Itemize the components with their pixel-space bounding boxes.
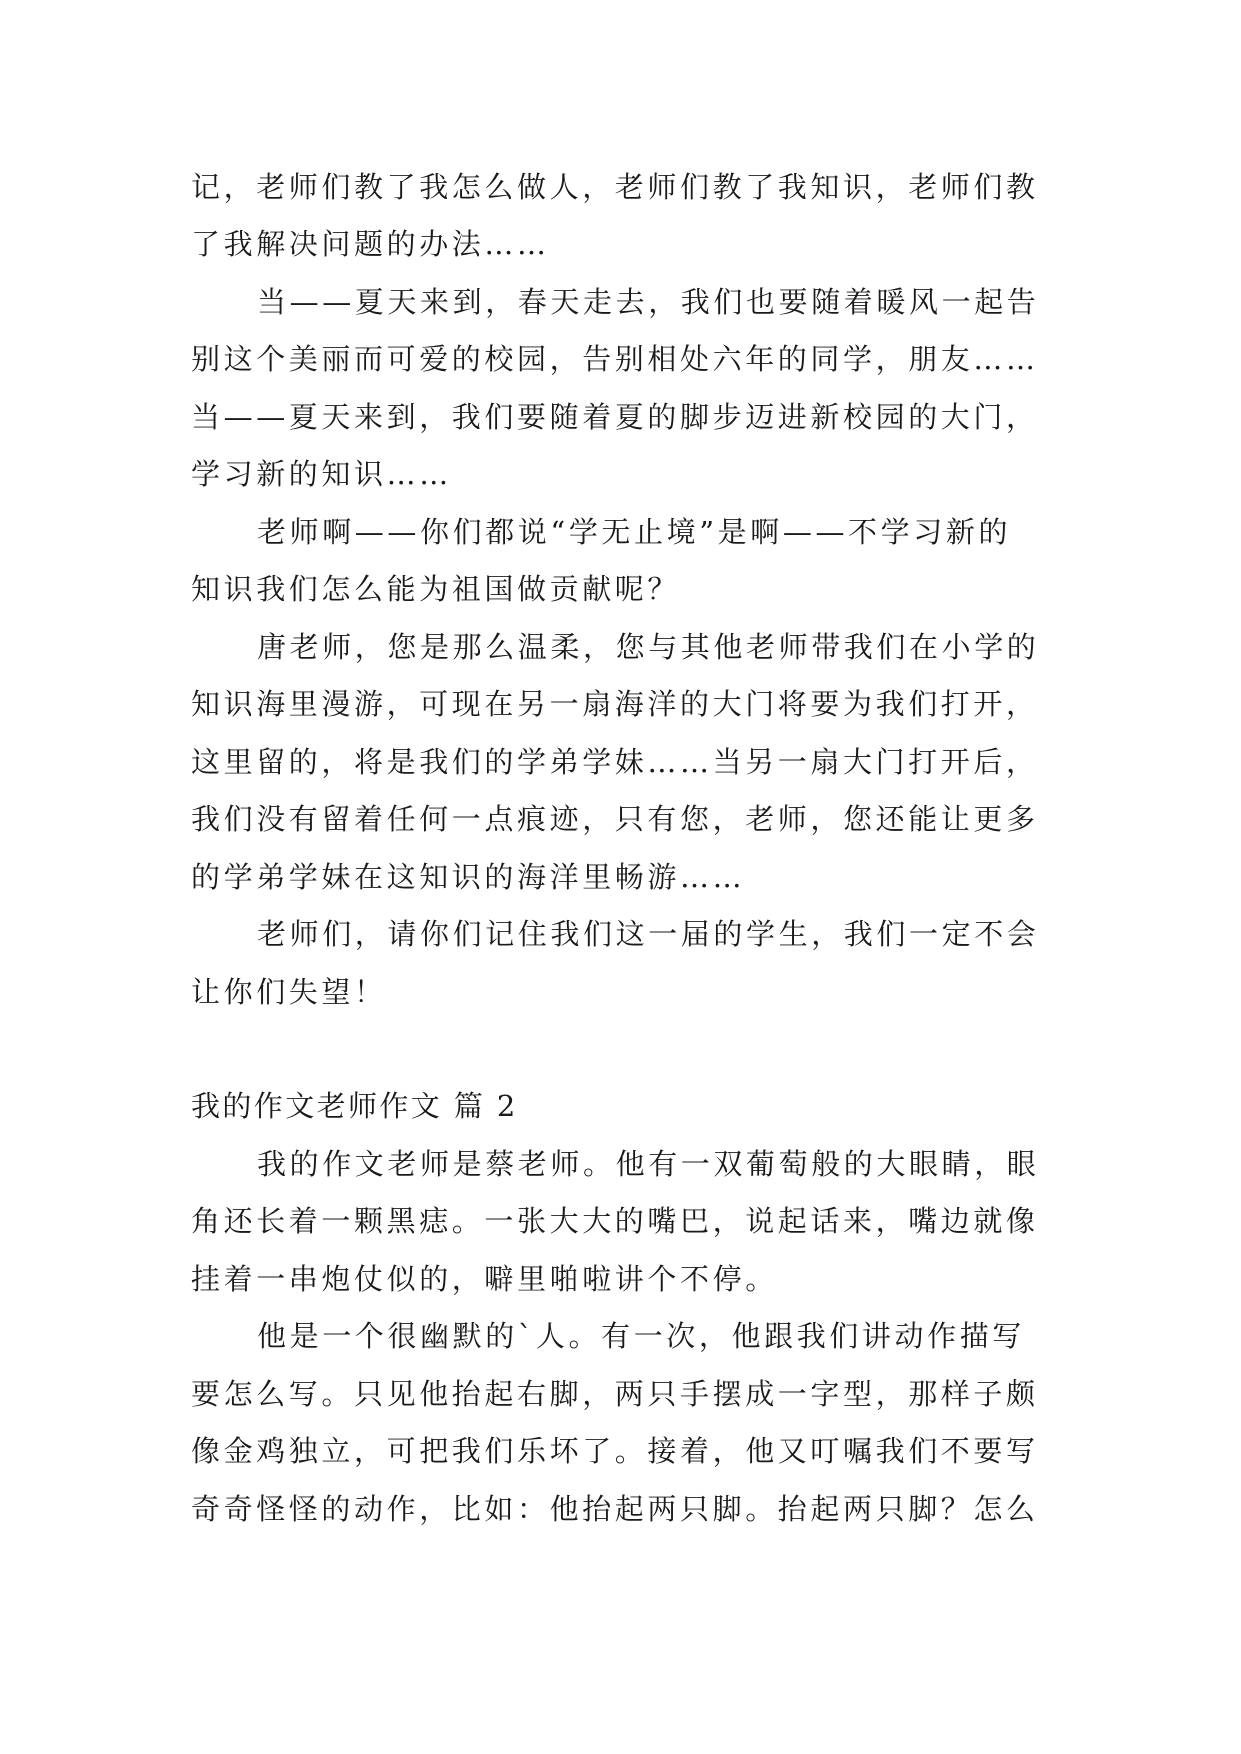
text-line: 要怎么写。只见他抬起右脚，两只手摆成一字型，那样子颇 — [191, 1377, 1039, 1411]
text-line: 唐老师，您是那么温柔，您与其他老师带我们在小学的 — [257, 630, 1040, 664]
text-line: 我们没有留着任何一点痕迹，只有您，老师，您还能让更多 — [191, 802, 1039, 836]
text-line: 挂着一串炮仗似的，噼里啪啦讲个不停。 — [191, 1262, 778, 1296]
text-line: 知识我们怎么能为祖国做贡献呢？ — [191, 572, 681, 606]
text-line: 角还长着一颗黑痣。一张大大的嘴巴，说起话来，嘴边就像 — [191, 1204, 1039, 1238]
text-line: 奇奇怪怪的动作，比如：他抬起两只脚。抬起两只脚？怎么 — [191, 1492, 1039, 1526]
text-line: 让你们失望！ — [191, 975, 387, 1009]
text-line: 他是一个很幽默的`人。有一次，他跟我们讲动作描写 — [257, 1319, 1025, 1353]
section-heading: 我的作文老师作文 篇 2 — [191, 1089, 518, 1123]
text-line: 像金鸡独立，可把我们乐坏了。接着，他又叮嘱我们不要写 — [191, 1434, 1039, 1468]
text-line: 知识海里漫游，可现在另一扇海洋的大门将要为我们打开， — [191, 687, 1039, 721]
text-line: 别这个美丽而可爱的校园，告别相处六年的同学，朋友…… — [191, 342, 1039, 376]
text-line: 记，老师们教了我怎么做人，老师们教了我知识，老师们教 — [191, 170, 1039, 204]
text-line: 我的作文老师是蔡老师。他有一双葡萄般的大眼睛，眼 — [257, 1147, 1040, 1181]
text-line: 老师啊——你们都说“学无止境”是啊——不学习新的 — [257, 515, 1012, 549]
text-line: 了我解决问题的办法…… — [191, 227, 550, 261]
text-line: 当——夏天来到，春天走去，我们也要随着暖风一起告 — [257, 285, 1040, 319]
text-line: 的学弟学妹在这知识的海洋里畅游…… — [191, 860, 746, 894]
text-line: 老师们，请你们记住我们这一届的学生，我们一定不会 — [257, 917, 1040, 951]
text-line: 这里留的，将是我们的学弟学妹……当另一扇大门打开后， — [191, 745, 1039, 779]
text-line: 当——夏天来到，我们要随着夏的脚步迈进新校园的大门， — [191, 400, 1039, 434]
text-line: 学习新的知识…… — [191, 457, 452, 491]
